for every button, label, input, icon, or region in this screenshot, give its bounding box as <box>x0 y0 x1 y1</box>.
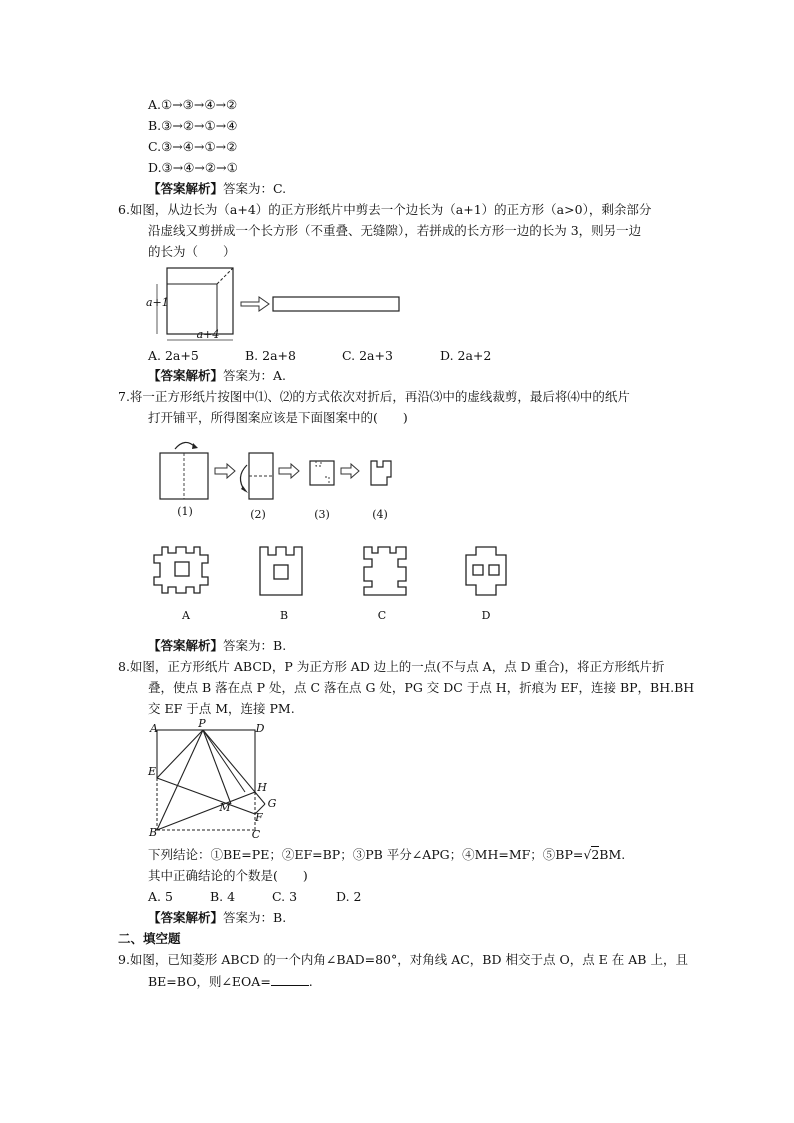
q6-text-line3: 的长为（ ） <box>148 244 236 259</box>
q6-small-square <box>167 284 217 334</box>
q7-choice-label-c: C <box>377 609 387 622</box>
q8-point-b: B <box>148 826 158 839</box>
q6-figure <box>145 262 415 344</box>
q7-step1-fold-arrow <box>175 442 195 449</box>
q7-step-label-1: (1) <box>177 505 193 518</box>
q8-line-ef <box>157 778 255 814</box>
q7-choice-label-d: D <box>481 609 491 622</box>
q8-line-pe <box>157 730 203 778</box>
q6-label-bottom: a+4 <box>196 328 220 341</box>
q8-text-line1: 8.如图，正方形纸片 ABCD，P 为正方形 AD 边上的一点(不与点 A，点 D 重合)，将正方形纸片折 <box>118 659 665 674</box>
q8-option-a: A. 5 <box>148 889 173 904</box>
q6-label-side: a+1 <box>146 296 169 309</box>
q5-answer-label: 【答案解析】 <box>148 181 224 196</box>
q7-step-label-3: (3) <box>314 508 330 521</box>
q7-answer-text: 答案为：B. <box>223 638 287 653</box>
q9-text-line2-b: . <box>308 974 313 989</box>
q7-choice-d-shape <box>466 547 506 595</box>
q8-answer <box>148 910 286 926</box>
q6-big-square <box>167 268 233 334</box>
q7-choices-figure <box>150 545 530 605</box>
q8-conclusions-prefix: 下列结论：①BE=PE；②EF=BP；③PB 平分∠APG；④MH=MF；⑤BP= <box>148 847 584 862</box>
q8-option-b: B. 4 <box>210 889 236 904</box>
q8-conclusions-suffix: BM. <box>599 847 626 862</box>
q7-steps-figure <box>155 435 415 505</box>
q6-option-a: A. 2a+5 <box>148 348 199 363</box>
q8-line-pm <box>203 730 231 804</box>
q6-rectangle <box>273 297 399 311</box>
q6-corner-cut <box>217 268 233 284</box>
q7-answer-label: 【答案解析】 <box>148 638 224 653</box>
q5-answer-text: 答案为：C. <box>223 181 287 196</box>
section-title-fill-in: 二、填空题 <box>118 931 181 946</box>
q6-option-c: C. 2a+3 <box>342 348 393 363</box>
q6-answer <box>148 368 286 384</box>
q8-option-c: C. 3 <box>272 889 298 904</box>
q6-answer-text: 答案为：A. <box>223 368 287 383</box>
q9-text-line2-a: BE=BO，则∠EOA= <box>148 974 271 989</box>
q6-text-line1: 6.如图，从边长为（a+4）的正方形纸片中剪去一个边长为（a+1）的正方形（a>0），剩余部分 <box>118 202 652 217</box>
q5-option-b: B.③→②→①→④ <box>148 118 238 133</box>
q8-point-c: C <box>251 828 261 841</box>
q8-answer-text: 答案为：B. <box>223 910 287 925</box>
q8-option-d: D. 2 <box>336 889 362 904</box>
q8-sqrt-symbol: √ <box>583 847 592 862</box>
q9-text-line2 <box>148 973 313 990</box>
q5-option-a: A.①→③→④→② <box>148 97 238 112</box>
q6-arrow <box>241 297 269 311</box>
q5-answer <box>148 181 286 197</box>
q7-step4-shape <box>371 461 391 485</box>
q7-choice-b-shape <box>260 547 302 595</box>
q8-point-d: D <box>255 722 265 735</box>
q9-answer-blank[interactable] <box>271 973 309 986</box>
q8-text-line3: 交 EF 于点 M，连接 PM. <box>148 701 295 716</box>
q7-step-label-2: (2) <box>250 508 266 521</box>
q7-text-line2: 打开铺平，所得图案应该是下面图案中的( ) <box>148 410 408 425</box>
q8-point-p: P <box>198 717 206 730</box>
q8-text-line2: 叠，使点 B 落在点 P 处，点 C 落在点 G 处，PG 交 DC 于点 H，折痕为 EF，连接 BP，BH.BH <box>148 680 695 695</box>
q8-point-f: F <box>255 811 263 824</box>
q8-square-abcd <box>157 730 255 830</box>
q7-choice-a-shape <box>154 547 208 593</box>
q7-step3-square <box>310 461 334 485</box>
q6-option-b: B. 2a+8 <box>245 348 296 363</box>
q7-choice-c-shape <box>364 547 406 595</box>
q8-point-h: H <box>257 781 267 794</box>
q8-point-e: E <box>147 765 157 778</box>
q7-answer <box>148 638 286 654</box>
q8-conclusions <box>148 847 625 863</box>
q9-text-line1: 9.如图，已知菱形 ABCD 的一个内角∠BAD=80°，对角线 AC，BD 相交于点 O，点 E 在 AB 上，且 <box>118 952 688 967</box>
q7-step-label-4: (4) <box>372 508 388 521</box>
q8-point-a: A <box>150 722 158 735</box>
q6-answer-label: 【答案解析】 <box>148 368 224 383</box>
q8-sqrt-radicand: 2 <box>591 847 600 862</box>
q7-choice-label-a: A <box>182 609 190 622</box>
q8-point-m: M <box>219 801 231 814</box>
q8-question: 其中正确结论的个数是( ) <box>148 868 308 883</box>
q6-text-line2: 沿虚线又剪拼成一个长方形（不重叠、无缝隙），若拼成的长方形一边的长为 3，则另一边 <box>148 223 642 238</box>
q5-option-d: D.③→④→②→① <box>148 160 238 175</box>
q8-answer-label: 【答案解析】 <box>148 910 224 925</box>
q6-option-d: D. 2a+2 <box>440 348 492 363</box>
q7-text-line1: 7.将一正方形纸片按图中⑴、⑵的方式依次对折后，再沿⑶中的虚线裁剪，最后将⑷中的纸片 <box>118 389 630 404</box>
q7-choice-label-b: B <box>279 609 289 622</box>
q8-point-g: G <box>267 797 277 810</box>
q5-option-c: C.③→④→①→② <box>148 139 238 154</box>
